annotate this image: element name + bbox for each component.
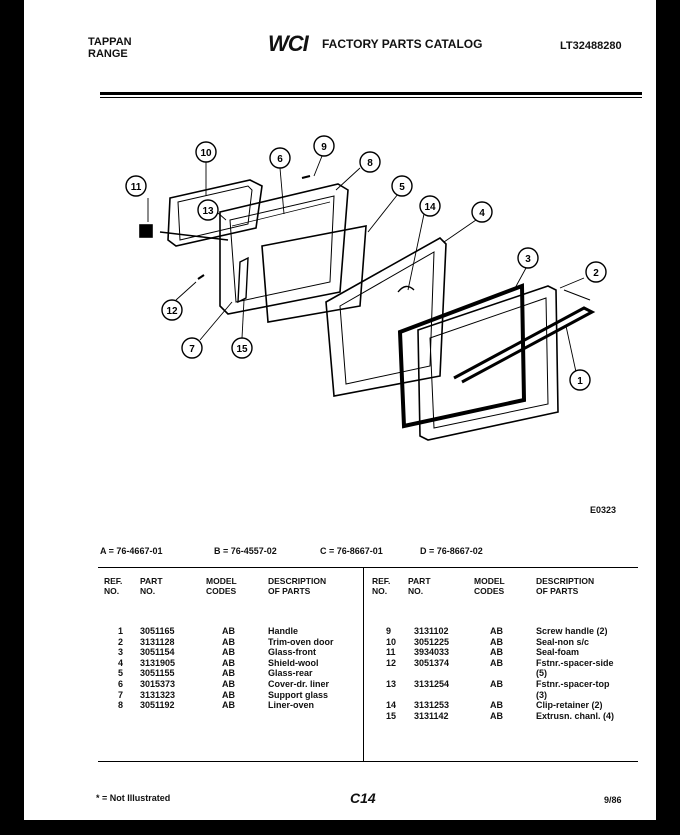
description: Seal-foam (536, 647, 580, 658)
ref-no: 8 (118, 700, 124, 711)
ref-no: 13 (386, 679, 397, 689)
ref-no: 3 (118, 647, 124, 658)
part-no: 3131254 (414, 679, 450, 689)
ref-no: 1 (118, 626, 124, 636)
model-code: AB (222, 700, 235, 711)
part-no: 3934033 (414, 647, 450, 658)
part-no: 3015373 (140, 679, 176, 689)
revision-date: 9/86 (604, 795, 622, 805)
svg-text:7: 7 (189, 344, 195, 355)
description-continued: (5) (536, 668, 547, 679)
description: Cover-dr. liner (268, 679, 330, 689)
rear-glass-part (262, 226, 366, 322)
model-code: AB (222, 689, 235, 700)
svg-text:10: 10 (200, 148, 212, 159)
model-code: AB (490, 657, 503, 668)
col-desc-left: DESCRIPTION OF PARTS (268, 576, 327, 596)
svg-text:14: 14 (424, 202, 436, 213)
part-no: 3131128 (140, 636, 175, 647)
part-no: 3131905 (140, 657, 176, 668)
brand-line-1: TAPPAN (88, 36, 132, 48)
ref-no: 5 (118, 668, 124, 679)
col-part-right: PART NO. (408, 576, 431, 596)
figure-code: E0323 (590, 505, 617, 515)
model-d: D = 76-8667-02 (420, 546, 483, 556)
svg-text:3: 3 (525, 254, 531, 265)
svg-text:13: 13 (202, 206, 214, 217)
part-no: 3051225 (414, 636, 450, 647)
description: Glass-rear (268, 668, 313, 679)
model-code: AB (222, 679, 235, 689)
svg-text:9: 9 (321, 142, 327, 153)
ref-no: 9 (386, 626, 392, 636)
svg-text:15: 15 (236, 344, 248, 355)
part-no: 3051374 (414, 657, 450, 668)
model-code: AB (490, 710, 503, 721)
page-number: C14 (350, 790, 376, 806)
brand-line-2: RANGE (88, 48, 128, 60)
col-codes-right: MODEL CODES (474, 576, 505, 596)
part-no: 3131102 (414, 626, 449, 636)
description: Fstnr.-spacer-side (536, 657, 614, 668)
description: Seal-non s/c (536, 636, 590, 647)
model-code: AB (222, 636, 235, 647)
col-codes-left: MODEL CODES (206, 576, 237, 596)
model-code: AB (490, 647, 503, 658)
part-no: 3131142 (414, 710, 449, 721)
svg-text:8: 8 (367, 158, 373, 169)
description: Trim-oven door (268, 636, 334, 647)
part-no: 3051165 (140, 626, 175, 636)
col-desc-right: DESCRIPTION OF PARTS (536, 576, 595, 596)
part-no: 3131323 (140, 689, 176, 700)
col-ref-right: REF. NO. (372, 576, 391, 596)
svg-text:12: 12 (166, 306, 178, 317)
description: Glass-front (268, 647, 317, 658)
description: Handle (268, 626, 299, 636)
description: Liner-oven (268, 700, 315, 711)
model-c: C = 76-8667-01 (320, 546, 383, 556)
description: Support glass (268, 689, 329, 700)
description-continued: (3) (536, 689, 547, 700)
description: Clip-retainer (2) (536, 700, 603, 711)
glass-front-frame (326, 238, 446, 396)
ref-no: 12 (386, 657, 397, 668)
ref-no: 7 (118, 689, 124, 700)
ref-no: 15 (386, 710, 397, 721)
model-code: AB (490, 626, 503, 636)
svg-text:1: 1 (577, 376, 583, 387)
model-code: AB (222, 647, 235, 658)
svg-text:4: 4 (479, 208, 485, 219)
svg-text:5: 5 (399, 182, 405, 193)
ref-no: 4 (118, 657, 124, 668)
svg-text:6: 6 (277, 154, 283, 165)
wci-logo: WCI (268, 31, 308, 56)
liner-part (220, 184, 348, 314)
footnote: * = Not Illustrated (96, 793, 171, 803)
catalog-number: LT32488280 (560, 40, 622, 52)
model-code: AB (222, 668, 235, 679)
model-code: AB (222, 657, 235, 668)
catalog-title: FACTORY PARTS CATALOG (322, 37, 483, 51)
col-part-left: PART NO. (140, 576, 163, 596)
model-b: B = 76-4557-02 (214, 546, 277, 556)
description: Fstnr.-spacer-top (536, 679, 610, 689)
model-code: AB (490, 679, 503, 689)
part-no: 3051154 (140, 647, 175, 658)
table-divider (363, 568, 364, 761)
ref-no: 10 (386, 636, 397, 647)
model-a: A = 76-4667-01 (100, 546, 163, 556)
part-no: 3051155 (140, 668, 175, 679)
part-no: 3131253 (414, 700, 450, 711)
ref-no: 2 (118, 636, 124, 647)
ref-no: 6 (118, 679, 124, 689)
svg-text:2: 2 (593, 268, 599, 279)
ref-no: 14 (386, 700, 397, 711)
description: Shield-wool (268, 657, 319, 668)
ref-no: 11 (386, 647, 396, 658)
model-code: AB (490, 636, 503, 647)
description: Extrusn. chanl. (4) (536, 710, 615, 721)
model-code: AB (222, 626, 235, 636)
col-ref-left: REF. NO. (104, 576, 123, 596)
part-no: 3051192 (140, 700, 175, 711)
svg-text:11: 11 (130, 182, 142, 193)
description: Screw handle (2) (536, 626, 608, 636)
model-code: AB (490, 700, 503, 711)
